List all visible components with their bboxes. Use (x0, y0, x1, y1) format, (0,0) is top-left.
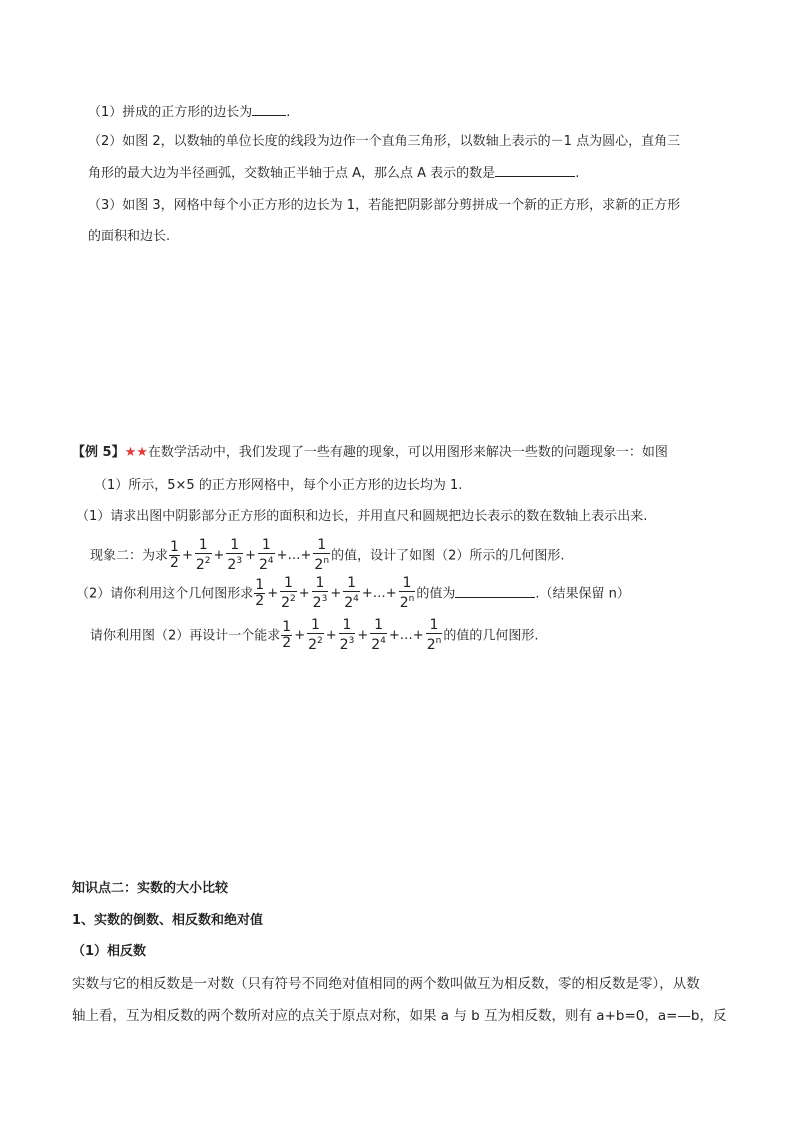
fraction-term (343, 576, 360, 611)
fraction-term (195, 538, 212, 573)
denominator: 2 (170, 555, 179, 571)
fraction-term (339, 618, 356, 653)
plus-sign: + (181, 548, 193, 563)
fraction-term (399, 576, 416, 611)
question-1: （1）拼成的正方形的边长为 . (88, 102, 290, 122)
plus-sign: + (213, 548, 225, 563)
fraction-term (370, 618, 387, 653)
plus-sign: + (245, 548, 256, 563)
fraction-term (258, 538, 275, 573)
numerator: 1 (315, 575, 325, 591)
question-2-line-2: 角形的最大边为半径画弧，交数轴正半轴于点 A，那么点 A 表示的数是 . (88, 163, 579, 183)
knowledge-subheading-2: （1）相反数 (72, 944, 147, 959)
plus-sign: + (294, 628, 306, 643)
denominator: $2^3$ (227, 556, 243, 573)
plus-sign: + (298, 586, 310, 601)
example-5-line-1: 【例 5】★★在数学活动中，我们发现了一些有趣的现象，可以用图形来解决一些数的问题现象一：如图 (72, 445, 668, 460)
answer-blank[interactable] (495, 163, 575, 177)
fraction-term (254, 578, 265, 609)
fraction-term (280, 576, 297, 611)
denominator: $2^4$ (371, 636, 386, 653)
example-5-line-2: （1）所示，5×5 的正方形网格中，每个小正方形的边长均为 1. (94, 478, 463, 493)
series-formula (280, 618, 443, 654)
fraction-term (281, 620, 292, 651)
numerator: 1 (283, 575, 293, 591)
numerator: 1 (347, 575, 357, 591)
numerator: 1 (310, 617, 320, 633)
numerator: 1 (255, 577, 265, 593)
numerator: 1 (317, 537, 327, 553)
fraction-term (169, 540, 180, 571)
fraction-term (312, 576, 329, 611)
knowledge-paragraph-line-1: 实数与它的相反数是一对数（只有符号不同绝对值相同的两个数叫做互为相反数，零的相反数是零），从数 (72, 976, 700, 992)
plus-sign: + (330, 586, 342, 601)
denominator: $2^2$ (195, 556, 211, 573)
numerator: 1 (402, 575, 412, 591)
series-formula (168, 538, 331, 574)
numerator: 1 (230, 537, 240, 553)
question-1-text: （1）拼成的正方形的边长为 (88, 105, 253, 120)
denominator: 2$^n$ (399, 594, 415, 611)
plus-sign: +…+ (361, 586, 397, 601)
difficulty-stars: ★★ (124, 445, 148, 460)
plus-sign: +…+ (276, 548, 312, 563)
phenomenon-2: 现象二：为求 $\frac{1}{2}$ + $\frac{1}{2^2}$ + $\frac{1}{2^3}$ + $\frac{1}{2^4}$ +…+ $\frac{1}{2^n}$ 的值，设计了如图（2）所示的几何图形. (90, 537, 565, 573)
denominator: 2$^n$ (314, 556, 330, 573)
example-5-question-3: 请你利用图（2）再设计一个能求 $\frac{1}{2}$ + $\frac{1}{2^2}$ + $\frac{1}{2^3}$ + $\frac{1}{2^4}$ +…+ $\frac{1}{2^n}$ 的值的几何图形. (90, 617, 539, 653)
numerator: 1 (429, 617, 439, 633)
answer-blank[interactable] (252, 102, 286, 116)
knowledge-heading: 知识点二：实数的大小比较 (72, 881, 229, 896)
answer-blank[interactable] (455, 584, 535, 598)
numerator: 1 (198, 537, 208, 553)
denominator: $2^2$ (308, 636, 323, 653)
denominator: 2 (282, 635, 292, 651)
plus-sign: + (325, 628, 337, 643)
denominator: $2^4$ (344, 594, 359, 611)
knowledge-subheading-1: 1、实数的倒数、相反数和绝对值 (72, 913, 264, 928)
example-label: 【例 5】 (72, 445, 125, 460)
numerator: 1 (170, 539, 179, 555)
fraction-term (426, 618, 443, 653)
fraction-term (307, 618, 324, 653)
question-3-line-1: （3）如图 3，网格中每个小正方形的边长为 1，若能把阴影部分剪拼成一个新的正方形，求新的正方形 (88, 198, 681, 213)
fraction-term (226, 538, 243, 573)
denominator: $2^3$ (339, 636, 355, 653)
denominator: 2$^n$ (426, 636, 442, 653)
example-5-question-2: （2）请你利用这个几何图形求 $\frac{1}{2}$ + $\frac{1}{2^2}$ + $\frac{1}{2^3}$ + $\frac{1}{2^4}$ +…+ $\frac{1}{2^n}$ 的值为 .（结果保留 n） (76, 575, 630, 611)
denominator: $2^2$ (281, 594, 296, 611)
example-5-line-3: （1）请求出图中阴影部分正方形的面积和边长，并用直尺和圆规把边长表示的数在数轴上表示出来. (76, 509, 648, 524)
numerator: 1 (374, 617, 384, 633)
numerator: 1 (342, 617, 352, 633)
denominator: $2^4$ (258, 556, 274, 573)
numerator: 1 (282, 619, 292, 635)
denominator: $2^3$ (312, 594, 328, 611)
question-3-line-2: 的面积和边长. (88, 229, 171, 244)
denominator: 2 (255, 593, 265, 609)
numerator: 1 (261, 537, 271, 553)
knowledge-paragraph-line-2: 轴上看，互为相反数的两个数所对应的点关于原点对称，如果 a 与 b 互为相反数，则有 a+b=0，a=—b，反 (72, 1008, 727, 1024)
plus-sign: + (357, 628, 369, 643)
fraction-term (313, 538, 330, 573)
question-2-line-1: （2）如图 2，以数轴的单位长度的线段为边作一个直角三角形，以数轴上表示的－1 点为圆心，直角三 (88, 134, 681, 149)
plus-sign: + (267, 586, 279, 601)
series-formula (253, 576, 416, 612)
plus-sign: +…+ (388, 628, 424, 643)
